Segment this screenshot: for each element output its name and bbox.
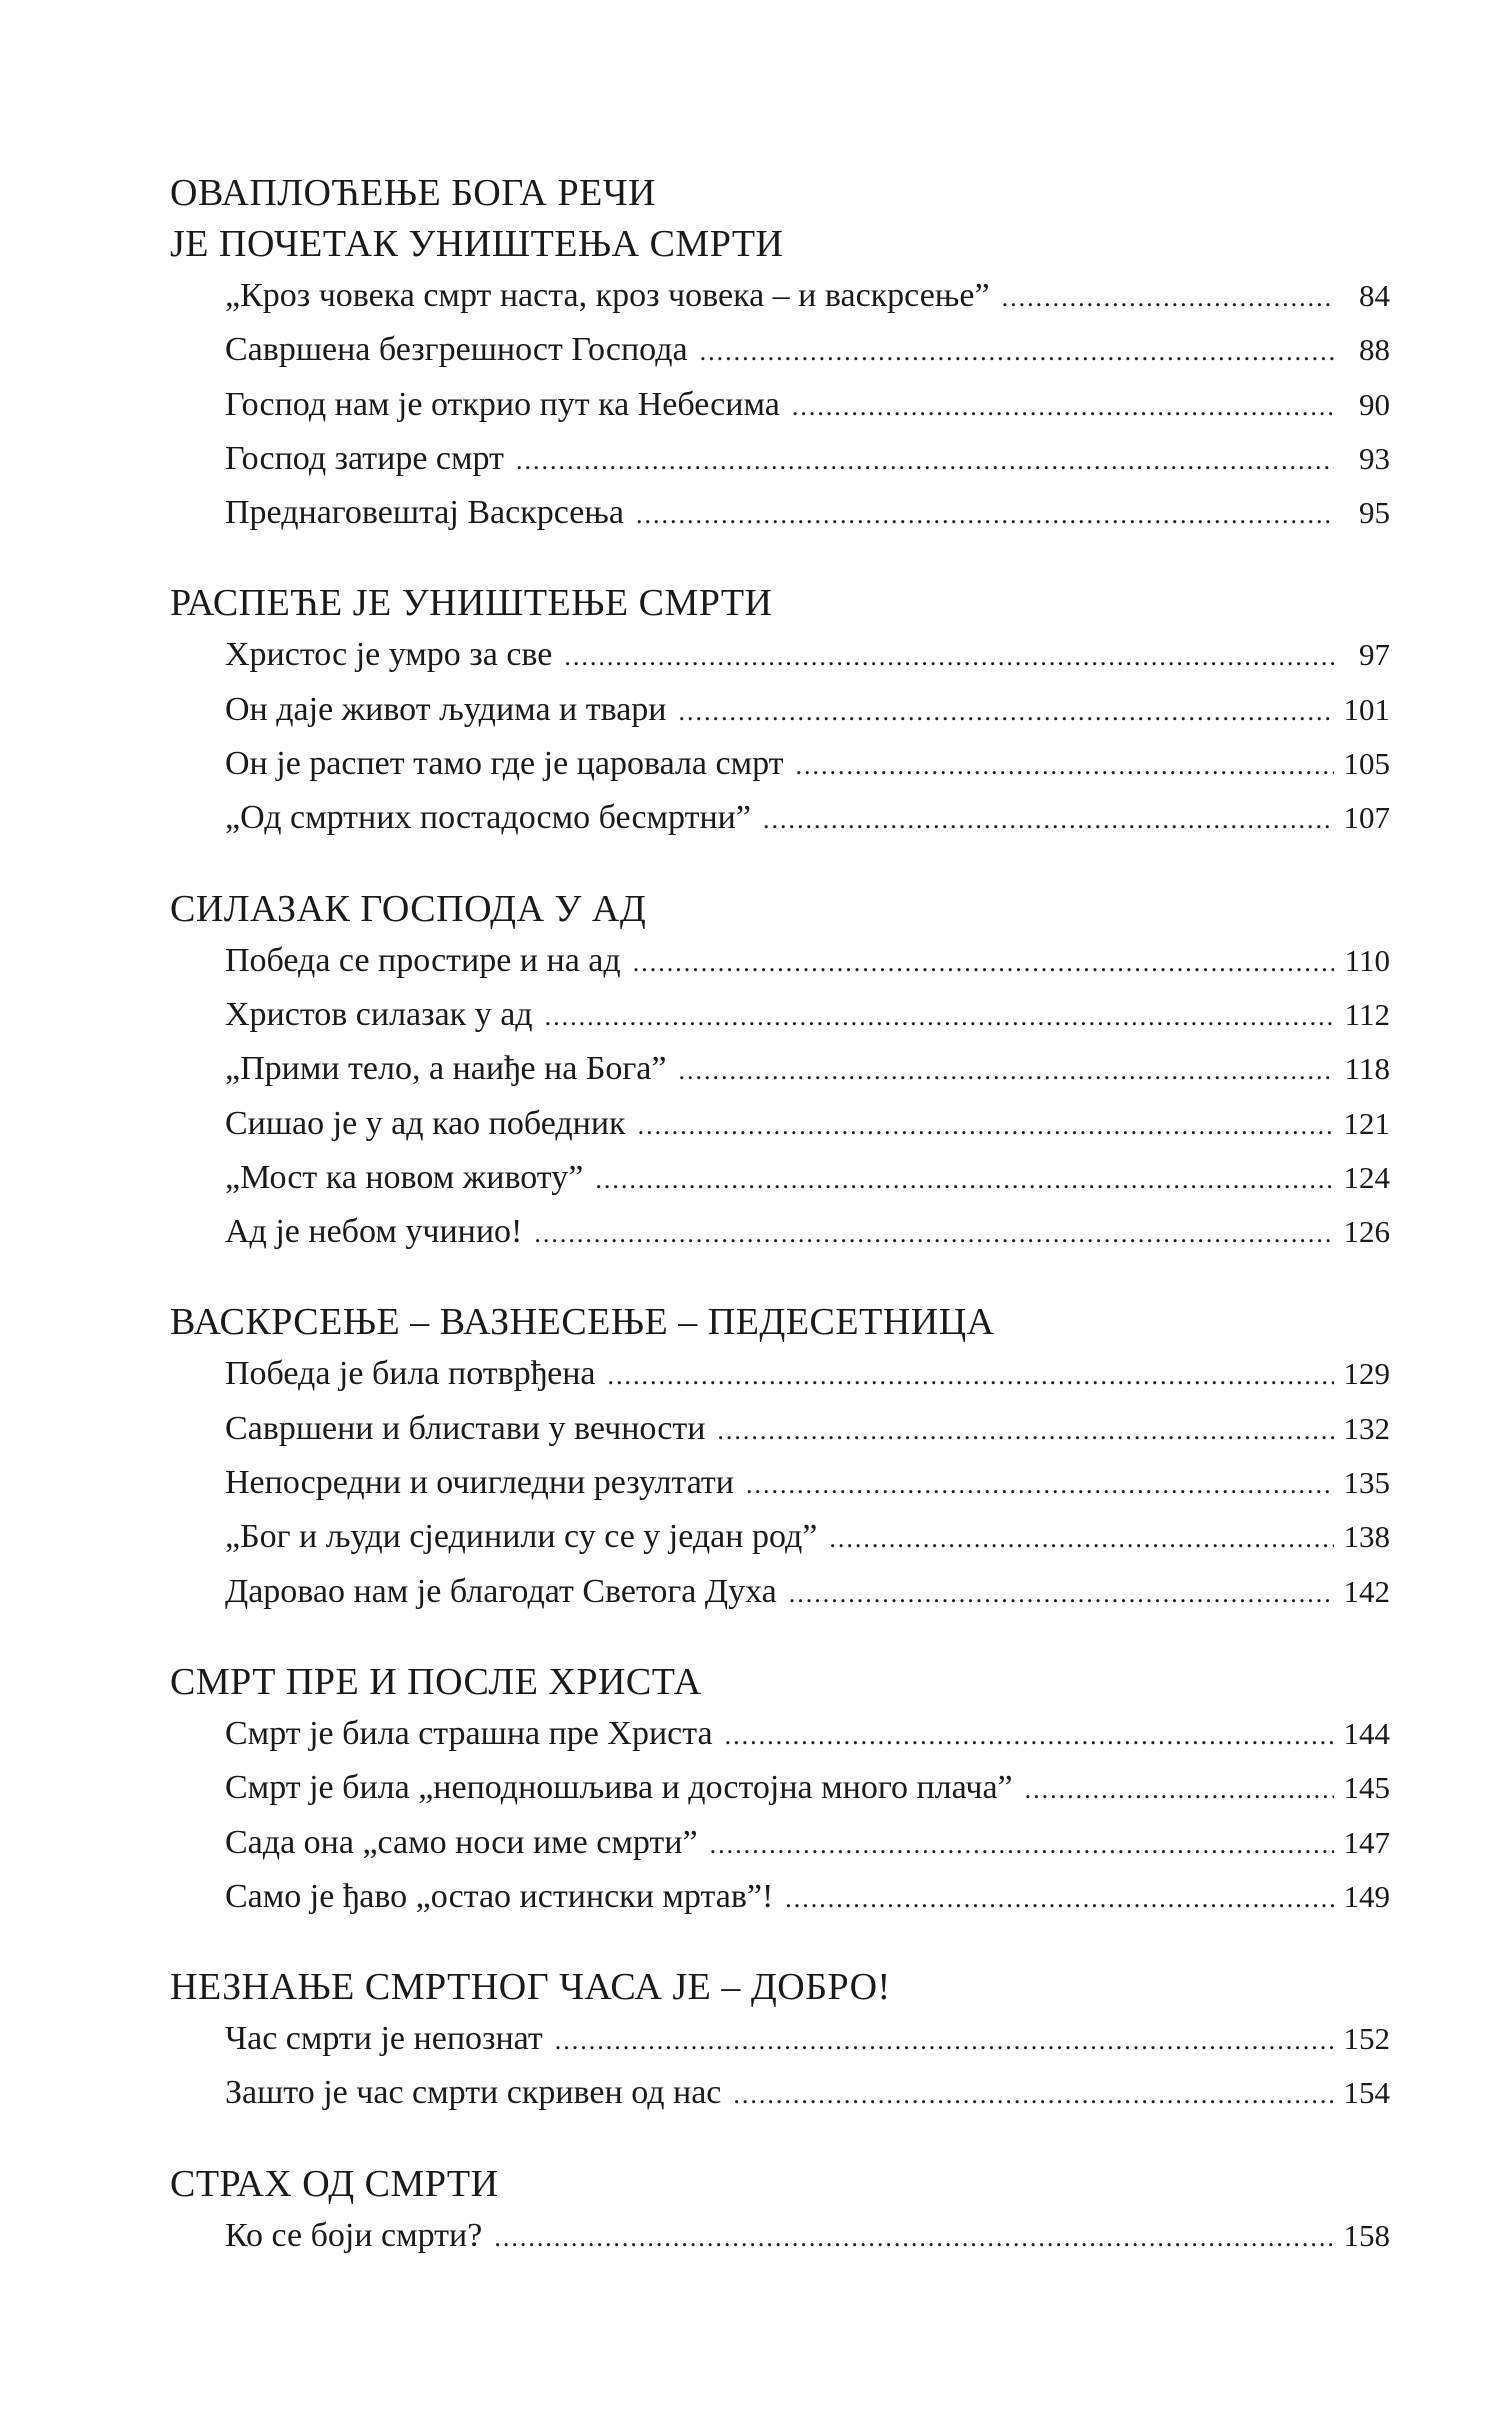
entry-page-number: 105 — [1343, 746, 1390, 782]
entry-page-number: 124 — [1343, 1159, 1390, 1195]
entry-page-number: 152 — [1343, 2021, 1390, 2057]
entry-page-number: 154 — [1343, 2075, 1390, 2111]
toc-section — [170, 1297, 1390, 1619]
toc-entry[interactable] — [225, 433, 1390, 487]
dot-leader — [494, 2212, 1333, 2264]
toc-entry[interactable] — [225, 1762, 1390, 1816]
entry-page-number: 158 — [1343, 2217, 1390, 2253]
entry-page-number: 95 — [1359, 495, 1390, 531]
entry-page-number: 138 — [1343, 1519, 1390, 1555]
entry-page-number: 145 — [1343, 1770, 1390, 1806]
dot-leader — [595, 1154, 1333, 1206]
toc-entry[interactable] — [225, 989, 1390, 1043]
entry-page-number: 142 — [1343, 1573, 1390, 1609]
toc-entry[interactable] — [225, 1566, 1390, 1620]
entry-title: Зашто је час смрти скривен од нас — [225, 2074, 722, 2112]
dot-leader — [763, 794, 1334, 846]
entry-title: Ад је небом учинио! — [225, 1213, 523, 1251]
section-title-line: СМРТ ПРЕ И ПОСЛЕ ХРИСТА — [170, 1660, 702, 1703]
entry-title: Смрт је била „неподношљива и достојна много плача” — [225, 1769, 1013, 1807]
entry-title: Смрт је била страшна пре Христа — [225, 1714, 713, 1752]
entry-page-number: 126 — [1343, 1214, 1390, 1250]
entry-page-number: 118 — [1344, 1051, 1390, 1087]
section-title-line: РАСПЕЋЕ ЈЕ УНИШТЕЊЕ СМРТИ — [170, 582, 773, 625]
toc-entry[interactable] — [225, 2013, 1390, 2067]
entry-title: Он је распет тамо где је царовала смрт — [225, 745, 784, 783]
entry-title: Он даје живот људима и твари — [225, 690, 667, 728]
section-title-line: ОВАПЛОЋЕЊЕ БОГА РЕЧИ — [170, 172, 656, 214]
entry-title: Христос је умро за све — [225, 636, 553, 674]
entry-title: „Прими тело, а наиђе на Бога” — [225, 1050, 667, 1088]
toc-entry[interactable] — [225, 1871, 1390, 1925]
entry-title: Господ нам је открио пут ка Небесима — [225, 385, 780, 423]
toc-entry[interactable] — [225, 1403, 1390, 1457]
toc-entry[interactable] — [225, 324, 1390, 378]
dot-leader — [679, 686, 1334, 738]
entry-page-number: 97 — [1359, 637, 1390, 673]
entry-title: „Кроз човека смрт наста, кроз човека – и васкрсење” — [225, 277, 990, 314]
dot-leader — [633, 937, 1334, 989]
dot-leader — [717, 1405, 1333, 1457]
toc-entry[interactable] — [225, 270, 1390, 324]
section-title-line: ВАСКРСЕЊЕ – ВАЗНЕСЕЊЕ – ПЕДЕСЕТНИЦА — [170, 1301, 995, 1344]
dot-leader — [746, 1459, 1334, 1511]
dot-leader — [1002, 272, 1334, 324]
toc-section — [170, 884, 1390, 1261]
dot-leader — [545, 991, 1334, 1043]
entry-title: Непосредни и очигледни резултати — [225, 1464, 734, 1502]
dot-leader — [636, 489, 1334, 541]
dot-leader — [789, 1568, 1334, 1620]
entry-title: Победа се простире и на ад — [225, 941, 621, 979]
toc-entry[interactable] — [225, 1206, 1390, 1260]
entry-page-number: 132 — [1343, 1410, 1390, 1446]
entry-title: Христов силазак у ад — [225, 995, 533, 1033]
entry-page-number: 144 — [1343, 1715, 1390, 1751]
dot-leader — [516, 435, 1334, 487]
toc-entry[interactable] — [225, 738, 1390, 792]
toc-entry[interactable] — [225, 1457, 1390, 1511]
dot-leader — [1025, 1764, 1334, 1816]
toc-entry[interactable] — [225, 1708, 1390, 1762]
entry-page-number: 129 — [1343, 1356, 1390, 1392]
section-title-line: НЕЗНАЊЕ СМРТНОГ ЧАСА ЈЕ – ДОБРО! — [170, 1966, 891, 2009]
toc-entry[interactable] — [225, 684, 1390, 738]
toc-entry[interactable] — [225, 1152, 1390, 1206]
toc-entry[interactable] — [225, 487, 1390, 541]
dot-leader — [679, 1045, 1335, 1097]
table-of-contents — [170, 168, 1390, 2301]
entry-page-number: 84 — [1359, 278, 1390, 313]
entry-title: Преднаговештај Васкрсења — [225, 494, 624, 532]
toc-entry[interactable] — [225, 935, 1390, 989]
entry-title: „Бог и људи сјединили су се у један род” — [225, 1518, 818, 1556]
entry-title: Победа је била потврђена — [225, 1355, 596, 1393]
entry-title: Час смрти је непознат — [225, 2020, 543, 2058]
toc-entry[interactable] — [225, 629, 1390, 683]
entry-title: Сада она „само носи име смрти” — [225, 1823, 698, 1861]
toc-section — [170, 168, 1390, 541]
dot-leader — [785, 1873, 1333, 1925]
toc-section — [170, 578, 1390, 846]
toc-section — [170, 1962, 1390, 2122]
entry-title: Сишао је у ад као победник — [225, 1104, 626, 1142]
entry-page-number: 112 — [1344, 996, 1390, 1032]
dot-leader — [564, 631, 1334, 683]
dot-leader — [710, 1819, 1334, 1871]
toc-entry[interactable] — [225, 1348, 1390, 1402]
section-title-line: ЈЕ ПОЧЕТАК УНИШТЕЊА СМРТИ — [170, 223, 784, 265]
dot-leader — [725, 1710, 1334, 1762]
toc-section — [170, 1657, 1390, 1925]
entry-title: Савршени и блистави у вечности — [225, 1409, 706, 1447]
toc-entry[interactable] — [225, 1511, 1390, 1565]
dot-leader — [796, 740, 1334, 792]
entry-page-number: 121 — [1343, 1105, 1390, 1141]
entry-page-number: 90 — [1359, 386, 1390, 422]
entry-page-number: 110 — [1344, 942, 1390, 978]
entry-title: Ко се боји смрти? — [225, 2216, 483, 2254]
entry-page-number: 107 — [1343, 800, 1390, 836]
toc-entry[interactable] — [225, 1817, 1390, 1871]
entry-title: Даровао нам је благодат Светога Духа — [225, 1572, 777, 1610]
entry-page-number: 147 — [1343, 1824, 1390, 1860]
entry-title: „Од смртних постадосмо бесмртни” — [225, 799, 751, 837]
entry-page-number: 101 — [1343, 691, 1390, 727]
toc-entry[interactable] — [225, 1043, 1390, 1097]
entry-page-number: 93 — [1359, 440, 1390, 476]
entry-page-number: 135 — [1343, 1465, 1390, 1501]
entry-title: „Мост ка новом животу” — [225, 1158, 584, 1196]
dot-leader — [607, 1350, 1333, 1402]
toc-entry[interactable] — [225, 2067, 1390, 2121]
toc-entry[interactable] — [225, 379, 1390, 433]
section-title-line: СИЛАЗАК ГОСПОДА У АД — [170, 887, 647, 930]
toc-section — [170, 2159, 1390, 2264]
entry-page-number: 149 — [1343, 1878, 1390, 1914]
entry-title: Само је ђаво „остао истински мртав”! — [225, 1877, 774, 1915]
dot-leader — [792, 381, 1334, 433]
toc-entry[interactable] — [225, 792, 1390, 846]
toc-entry[interactable] — [225, 2210, 1390, 2264]
entry-title: Господ затире смрт — [225, 439, 504, 477]
dot-leader — [733, 2069, 1333, 2121]
dot-leader — [700, 326, 1334, 378]
entry-page-number: 88 — [1359, 332, 1390, 368]
dot-leader — [555, 2015, 1334, 2067]
dot-leader — [829, 1513, 1333, 1565]
dot-leader — [638, 1100, 1334, 1152]
entry-title: Савршена безгрешност Господа — [225, 331, 688, 369]
toc-entry[interactable] — [225, 1098, 1390, 1152]
section-title-line: СТРАХ ОД СМРТИ — [170, 2162, 499, 2205]
dot-leader — [534, 1208, 1333, 1260]
